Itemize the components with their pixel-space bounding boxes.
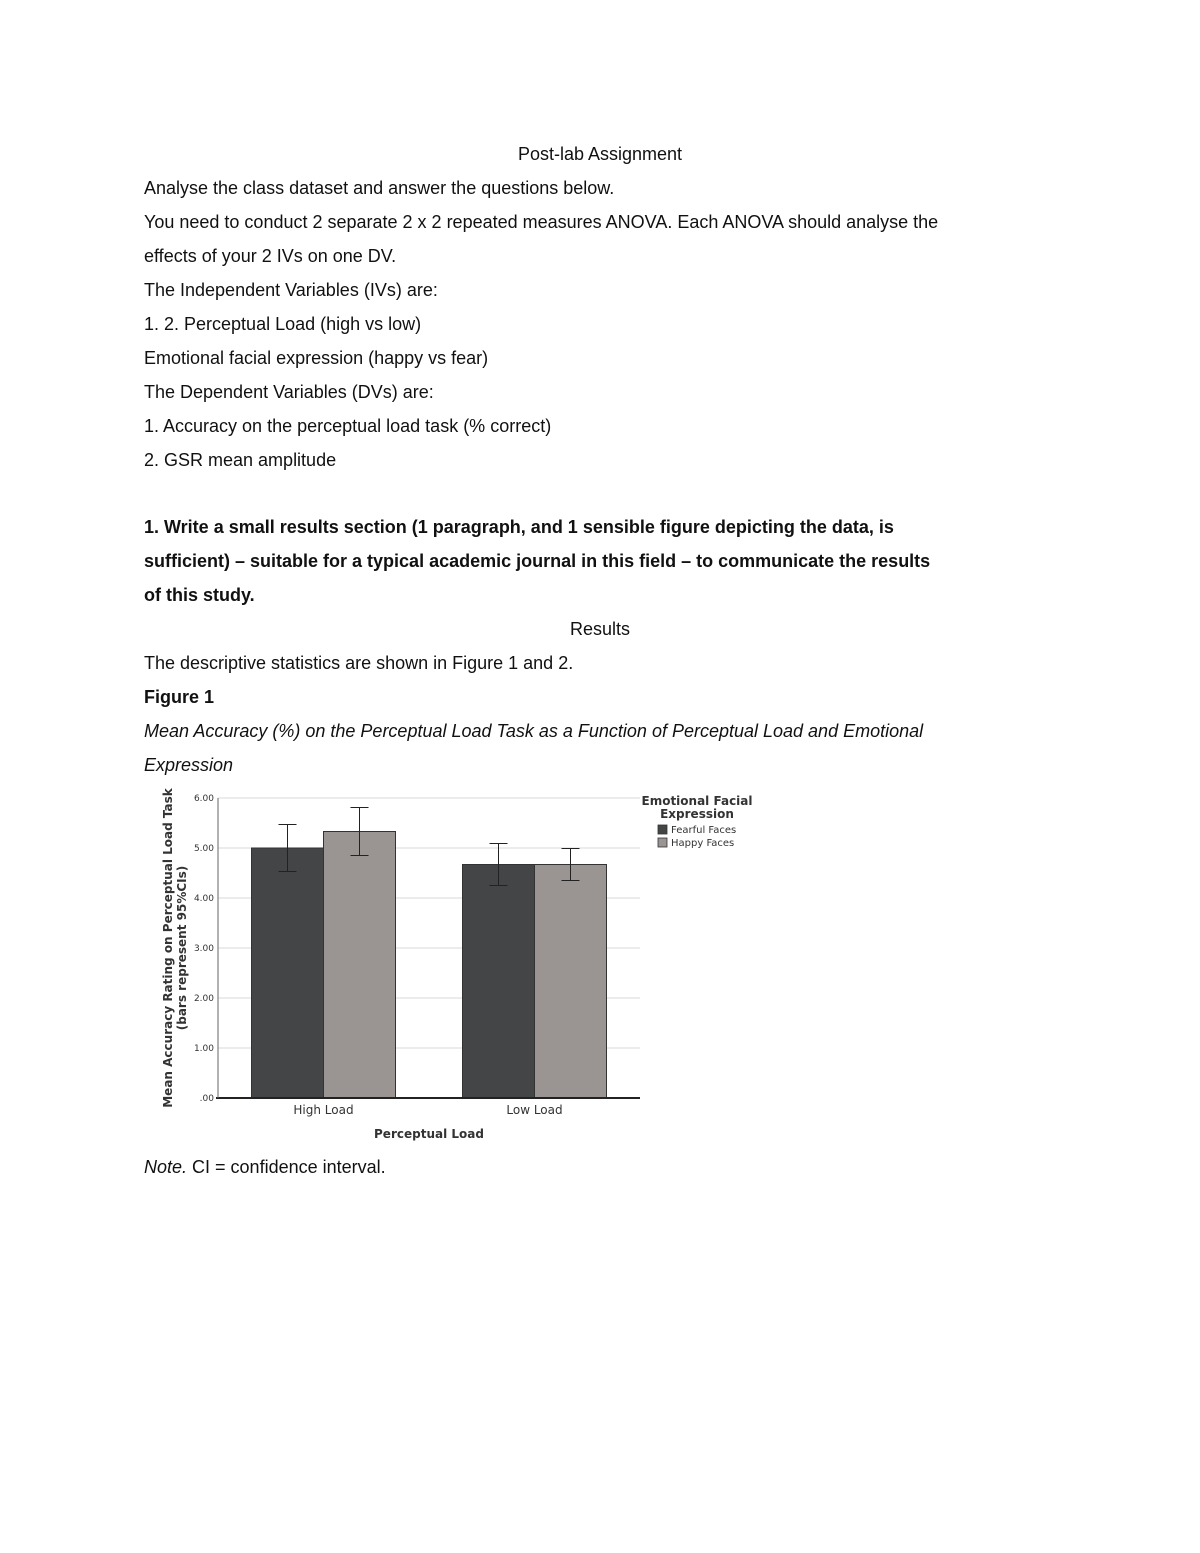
note-label: Note. <box>144 1157 188 1177</box>
figure-caption-line-1: Mean Accuracy (%) on the Perceptual Load Task as a Function of Perceptual Load and Emotional <box>144 721 924 741</box>
chart-legend <box>642 794 753 849</box>
legend-title-line-1: Emotional Facial <box>641 794 753 808</box>
y-tick-label: 4.00 <box>193 894 214 904</box>
question-line-2: sufficient) – suitable for a typical academic journal in this field – to communicate the results <box>144 551 931 571</box>
page-title: Post-lab Assignment <box>517 144 683 164</box>
chart-bars <box>252 832 607 1099</box>
iv-item-2: Emotional facial expression (happy vs fear) <box>144 348 489 368</box>
bar <box>463 865 535 1099</box>
iv-header: The Independent Variables (IVs) are: <box>144 280 438 300</box>
legend-entries <box>658 825 736 849</box>
bar <box>252 848 324 1098</box>
bar <box>324 832 396 1099</box>
legend-label: Fearful Faces <box>671 825 737 836</box>
y-tick-label: 2.00 <box>193 994 214 1004</box>
legend-title-line-2: Expression <box>660 807 734 821</box>
results-heading: Results <box>569 619 631 639</box>
y-axis-title-line-2: (bars represent 95%CIs) <box>175 865 189 1031</box>
dv-item-1: 1. Accuracy on the perceptual load task (% correct) <box>144 416 552 436</box>
y-tick-label: 6.00 <box>193 794 214 804</box>
bar <box>535 865 607 1099</box>
x-tick-label: Low Load <box>506 1103 563 1117</box>
descriptive-text: The descriptive statistics are shown in Figure 1 and 2. <box>144 653 574 673</box>
legend-swatch <box>658 825 667 834</box>
y-tick-label: 1.00 <box>193 1044 214 1054</box>
x-tick-label: High Load <box>293 1103 354 1117</box>
figure-note <box>144 1155 386 1179</box>
accuracy-bar-chart <box>150 780 770 1150</box>
y-tick-label: .00 <box>199 1094 214 1104</box>
y-tick-label: 3.00 <box>193 944 214 954</box>
y-tick-label: 5.00 <box>193 844 214 854</box>
x-axis-categories <box>293 1103 562 1117</box>
legend-label: Happy Faces <box>671 838 735 849</box>
instruction-text: Analyse the class dataset and answer the questions below. <box>144 178 615 198</box>
figure-caption-line-2: Expression <box>144 755 234 775</box>
y-axis-title-line-1: Mean Accuracy Rating on Perceptual Load Task <box>161 788 175 1108</box>
legend-swatch <box>658 838 667 847</box>
anova-text-line-2: effects of your 2 IVs on one DV. <box>144 246 397 266</box>
note-text: CI = confidence interval. <box>187 1157 386 1177</box>
anova-text-line-1: You need to conduct 2 separate 2 x 2 repeated measures ANOVA. Each ANOVA should analyse the <box>144 212 939 232</box>
question-line-3: of this study. <box>144 585 255 605</box>
y-axis-ticks <box>194 794 214 1104</box>
figure-label: Figure 1 <box>144 687 215 707</box>
dv-item-2: 2. GSR mean amplitude <box>144 450 337 470</box>
dv-header: The Dependent Variables (DVs) are: <box>144 382 434 402</box>
x-axis-title: Perceptual Load <box>374 1127 484 1141</box>
iv-item-1: 1. 2. Perceptual Load (high vs low) <box>144 314 422 334</box>
question-line-1: 1. Write a small results section (1 paragraph, and 1 sensible figure depicting the data, is <box>144 517 894 537</box>
